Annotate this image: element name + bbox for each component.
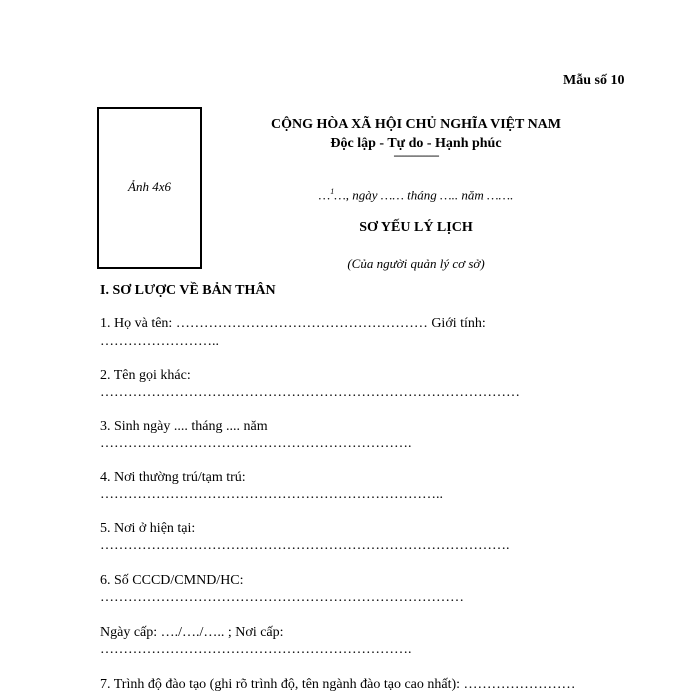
field-other-name-label: 2. Tên gọi khác: [100,368,191,383]
document-title: SƠ YẾU LÝ LỊCH [359,220,473,235]
date-line [220,187,612,203]
field-issue-date-dots: …………………………………………………………. [100,642,412,657]
field-full-name-dots: …………………….. [100,334,219,349]
field-birth-date-label: 3. Sinh ngày .... tháng .... năm [100,419,268,434]
document-subtitle: (Của người quản lý cơ sở) [347,256,485,271]
date-prefix: … [318,187,331,203]
field-full-name-label: 1. Họ và tên: ……………………………………………… Giới tính: [100,316,486,331]
field-issue-date-label: Ngày cấp: …./…./….. ; Nơi cấp: [100,625,284,640]
field-current-address-dots: ……………………………………………………………………………. [100,538,510,553]
field-birth-date-dots: …………………………………………………………. [100,436,412,451]
nation-title: CỘNG HÒA XÃ HỘI CHỦ NGHĨA VIỆT NAM [270,117,561,132]
section-title: I. SƠ LƯỢC VỀ BẢN THÂN [100,283,276,298]
field-residence-label: 4. Nơi thường trú/tạm trú: [100,470,246,485]
date-rest: …, ngày …… tháng ….. năm ……. [334,187,514,203]
photo-label: Ảnh 4x6 [128,179,171,194]
field-id-number-label: 6. Số CCCD/CMND/HC: [100,573,244,588]
field-id-number-dots: …………………………………………………………………… [100,590,464,605]
header-separator: --------------- [393,148,439,162]
field-education-label: 7. Trình độ đào tạo (ghi rõ trình độ, tên ngành đào tạo cao nhất): …………………… [100,677,576,692]
field-current-address-label: 5. Nơi ở hiện tại: [100,521,196,536]
field-other-name-dots: ……………………………………………………………………………… [100,385,520,400]
form-number: Mẫu số 10 [563,73,625,88]
photo-placeholder [97,107,202,269]
motto: Độc lập - Tự do - Hạnh phúc [330,136,502,151]
footnote-marker: 1 [330,187,335,196]
field-residence-dots: ……………………………………………………………….. [100,487,443,502]
